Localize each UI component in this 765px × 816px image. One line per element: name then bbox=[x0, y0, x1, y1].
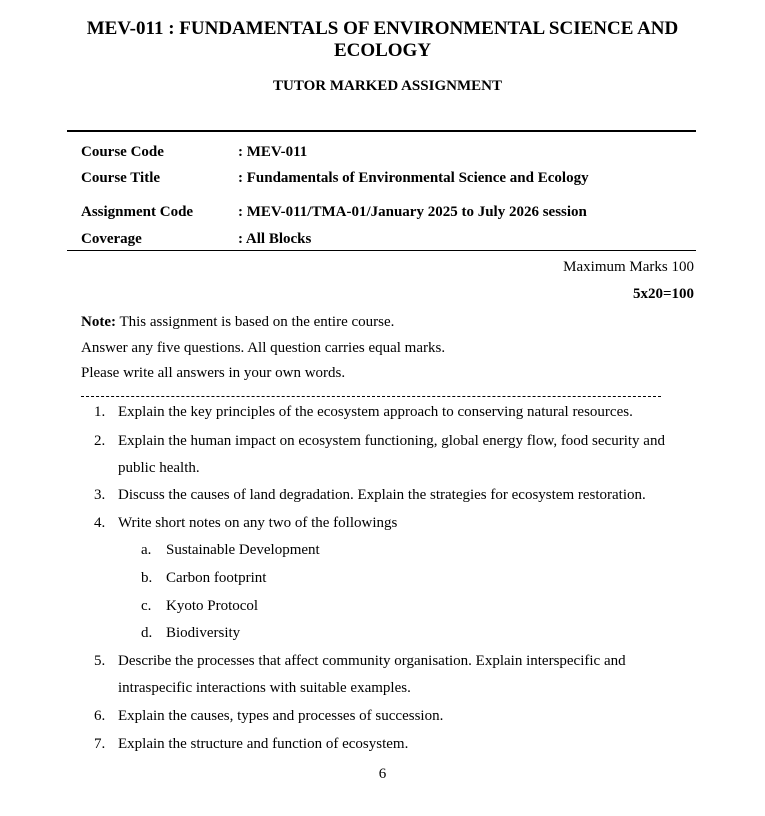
question-7-text: Explain the structure and function of ecosystem. bbox=[118, 736, 409, 752]
question-1-text: Explain the key principles of the ecosystem approach to conserving natural resources. bbox=[118, 404, 633, 420]
bottom-divider bbox=[67, 250, 696, 251]
question-4-sub-c-letter: c. bbox=[141, 598, 152, 614]
question-4-number: 4. bbox=[94, 515, 106, 531]
info-value-coverage: : All Blocks bbox=[238, 231, 312, 247]
question-4-sub-b-text: Carbon footprint bbox=[166, 570, 267, 586]
info-label-course-code: Course Code bbox=[81, 144, 164, 160]
dashed-separator bbox=[81, 396, 661, 397]
question-5-text-line1: Describe the processes that affect community organisation. Explain interspecific and bbox=[118, 653, 626, 669]
question-3-number: 3. bbox=[94, 487, 106, 503]
question-4-sub-d-letter: d. bbox=[141, 625, 153, 641]
question-2-number: 2. bbox=[94, 433, 106, 449]
info-label-course-title: Course Title bbox=[81, 170, 161, 186]
maximum-marks: Maximum Marks 100 bbox=[563, 259, 694, 275]
question-4-sub-a-letter: a. bbox=[141, 542, 152, 558]
marks-breakdown: 5x20=100 bbox=[632, 286, 694, 302]
question-6-number: 6. bbox=[94, 708, 106, 724]
question-4-sub-b-letter: b. bbox=[141, 570, 153, 586]
question-3-text: Discuss the causes of land degradation. Explain the strategies for ecosystem restoration. bbox=[118, 487, 646, 503]
top-divider bbox=[67, 130, 696, 132]
note-line-1 bbox=[81, 313, 394, 331]
question-4-sub-d-text: Biodiversity bbox=[166, 625, 241, 641]
question-4-sub-a-text: Sustainable Development bbox=[166, 542, 320, 558]
question-5-number: 5. bbox=[94, 653, 106, 669]
document-subtitle: TUTOR MARKED ASSIGNMENT bbox=[273, 78, 502, 94]
info-value-course-title: : Fundamentals of Environmental Science and Ecology bbox=[238, 170, 589, 186]
document-title-line2: ECOLOGY bbox=[333, 40, 432, 61]
question-2-text-line2: public health. bbox=[118, 460, 200, 476]
question-1-number: 1. bbox=[94, 404, 106, 420]
question-4-text: Write short notes on any two of the followings bbox=[118, 515, 398, 531]
document-title-line1: MEV-011 : FUNDAMENTALS OF ENVIRONMENTAL SCIENCE AND bbox=[86, 18, 679, 39]
info-value-assignment-code: : MEV-011/TMA-01/January 2025 to July 2026 session bbox=[238, 204, 587, 220]
question-4-sub-c-text: Kyoto Protocol bbox=[166, 598, 259, 614]
note-key: Note: bbox=[81, 314, 116, 330]
question-6-text: Explain the causes, types and processes of succession. bbox=[118, 708, 444, 724]
question-5-text-line2: intraspecific interactions with suitable examples. bbox=[118, 680, 411, 696]
info-label-assignment-code: Assignment Code bbox=[81, 204, 194, 220]
note-line-2: Answer any five questions. All question carries equal marks. bbox=[81, 340, 446, 356]
info-value-course-code: : MEV-011 bbox=[238, 144, 308, 160]
page-number: 6 bbox=[378, 766, 387, 782]
question-2-text-line1: Explain the human impact on ecosystem functioning, global energy flow, food security and bbox=[118, 433, 665, 449]
note-line-3: Please write all answers in your own words. bbox=[81, 365, 346, 381]
note-line-1-text: This assignment is based on the entire course. bbox=[115, 314, 395, 330]
info-label-coverage: Coverage bbox=[81, 231, 142, 247]
question-7-number: 7. bbox=[94, 736, 106, 752]
